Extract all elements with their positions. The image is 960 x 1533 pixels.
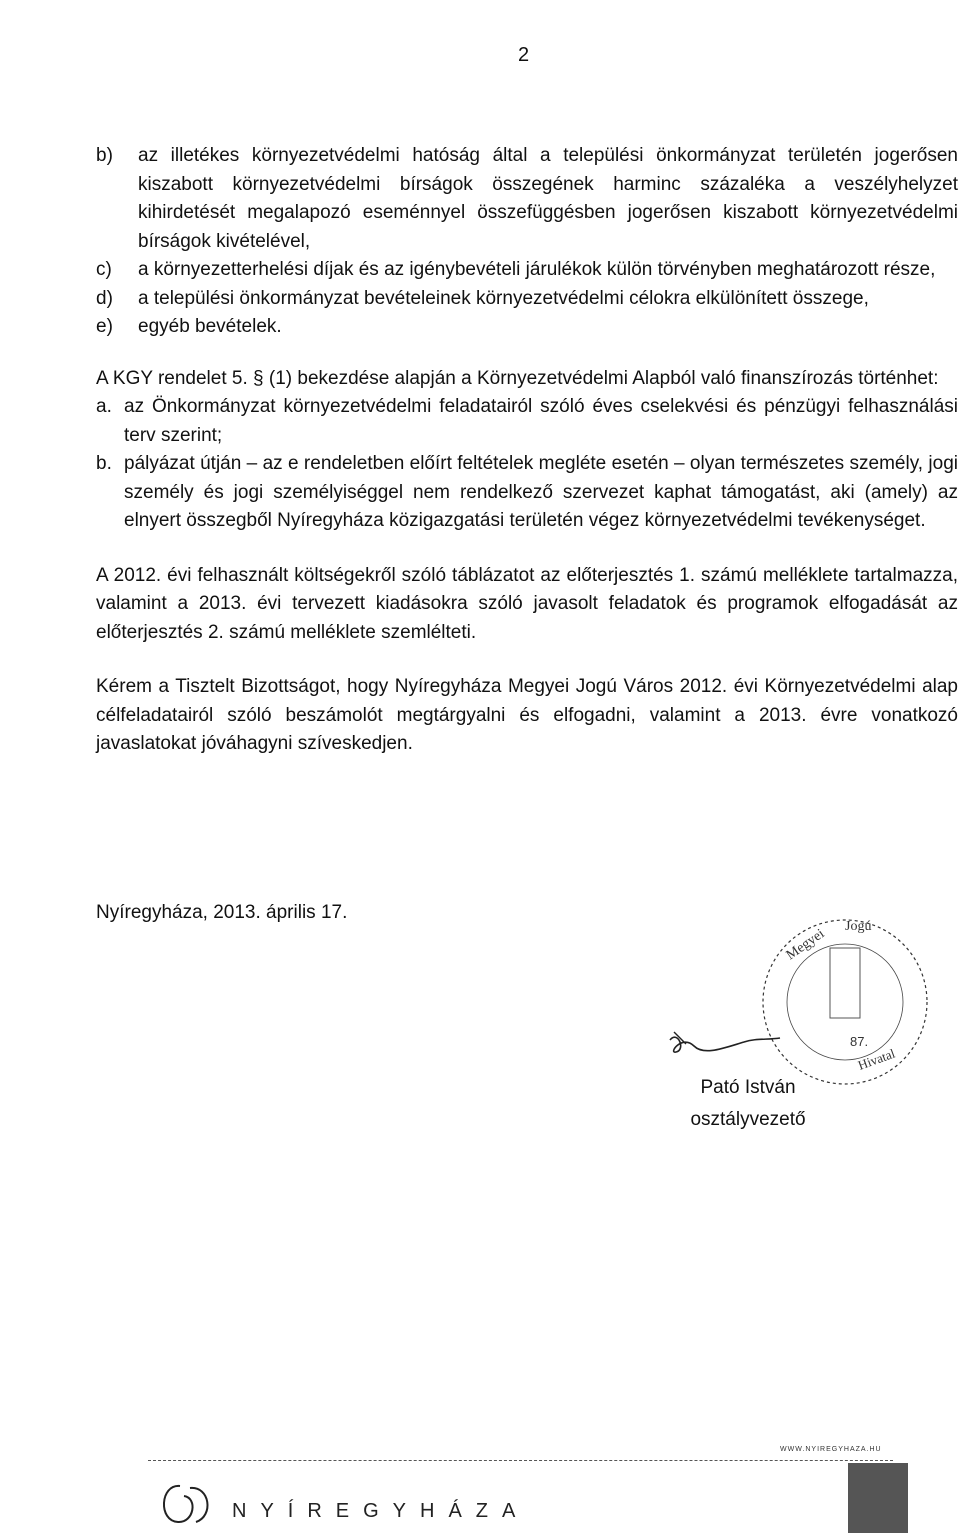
svg-text:Hivatal: Hivatal bbox=[855, 1045, 897, 1073]
kgy-list-item bbox=[96, 393, 958, 450]
paragraph-2012: A 2012. évi felhasznált költségekről szóló táblázatot az előterjesztés 1. számú melléklete tartalmazza, valamint a 2013. évi tervezett kiadásokra szóló javasolt feladatok és programok elfogadását az előterjesztés 2. számú melléklete szemlélteti. bbox=[96, 564, 958, 643]
list-text: egyéb bevételek. bbox=[138, 316, 282, 337]
svg-text:Jogú: Jogú bbox=[845, 919, 872, 934]
footer-divider bbox=[148, 1460, 893, 1461]
kgy-intro: A KGY rendelet 5. § (1) bekezdése alapján a Környezetvédelmi Alapból való finanszírozás történhet: bbox=[96, 367, 939, 389]
footer-url: WWW.NYIREGYHAZA.HU bbox=[780, 1446, 882, 1453]
list-marker: d) bbox=[96, 287, 113, 309]
revenue-list bbox=[96, 142, 958, 342]
page-number: 2 bbox=[518, 44, 530, 66]
kgy-list-item bbox=[96, 450, 958, 536]
place-date: Nyíregyháza, 2013. április 17. bbox=[96, 902, 348, 923]
city-logo-icon bbox=[150, 1476, 220, 1531]
signature-icon bbox=[664, 1020, 784, 1070]
svg-text:Megyei: Megyei bbox=[783, 926, 828, 964]
document-body bbox=[96, 142, 958, 759]
signer-title: osztályvezető bbox=[690, 1109, 806, 1130]
list-item bbox=[96, 313, 958, 342]
list-marker: c) bbox=[96, 259, 112, 280]
kgy-funding-list bbox=[96, 393, 958, 536]
list-text: a környezetterhelési díjak és az igénybevételi járulékok külön törvényben meghatározott része, bbox=[138, 259, 936, 280]
list-text: pályázat útján – az e rendeletben előírt feltételek megléte esetén – olyan természetes személy, jogi személy és jogi személyiséggel nem rendelkező szervezet kaphat támogatást, aki (amely) az elnyert összegből Nyíregyháza közigazgatási területén végez környezetvédelmi tevékenységet. bbox=[124, 453, 958, 531]
signer-name: Pató István bbox=[700, 1077, 796, 1098]
list-text: a települési önkormányzat bevételeinek környezetvédelmi célokra elkülönített összege, bbox=[138, 287, 869, 309]
stamp-number: 87. bbox=[850, 1034, 869, 1049]
list-item bbox=[96, 285, 958, 314]
list-marker: e) bbox=[96, 316, 113, 337]
list-marker: a. bbox=[96, 396, 112, 417]
list-item bbox=[96, 142, 958, 256]
footer-emblem-box bbox=[848, 1463, 908, 1533]
signer-block bbox=[668, 1072, 828, 1136]
list-text: az Önkormányzat környezetvédelmi feladatairól szóló éves cselekvési és pénzügyi felhasználási terv szerint; bbox=[124, 396, 958, 446]
paragraph-request: Kérem a Tisztelt Bizottságot, hogy Nyíregyháza Megyei Jogú Város 2012. évi Környezetvédelmi alap célfeladatairól szóló beszámolót megtárgyalni és elfogadni, valamint a 2013. évre vonatkozó javaslatokat jóváhagyni szíveskedjen. bbox=[96, 676, 958, 754]
list-item bbox=[96, 256, 958, 285]
list-marker: b) bbox=[96, 145, 113, 166]
list-text: az illetékes környezetvédelmi hatóság által a települési önkormányzat területén jogerősen kiszabott környezetvédelmi bírságok összegének harminc százaléka a veszélyhelyzet kihirdetését megalapozó eseménnyel összefüggésben jogerősen kiszabott környezetvédelmi bírságok kivételével, bbox=[138, 145, 958, 252]
list-marker: b. bbox=[96, 453, 112, 474]
footer-city: NYÍREGYHÁZA bbox=[232, 1500, 530, 1522]
